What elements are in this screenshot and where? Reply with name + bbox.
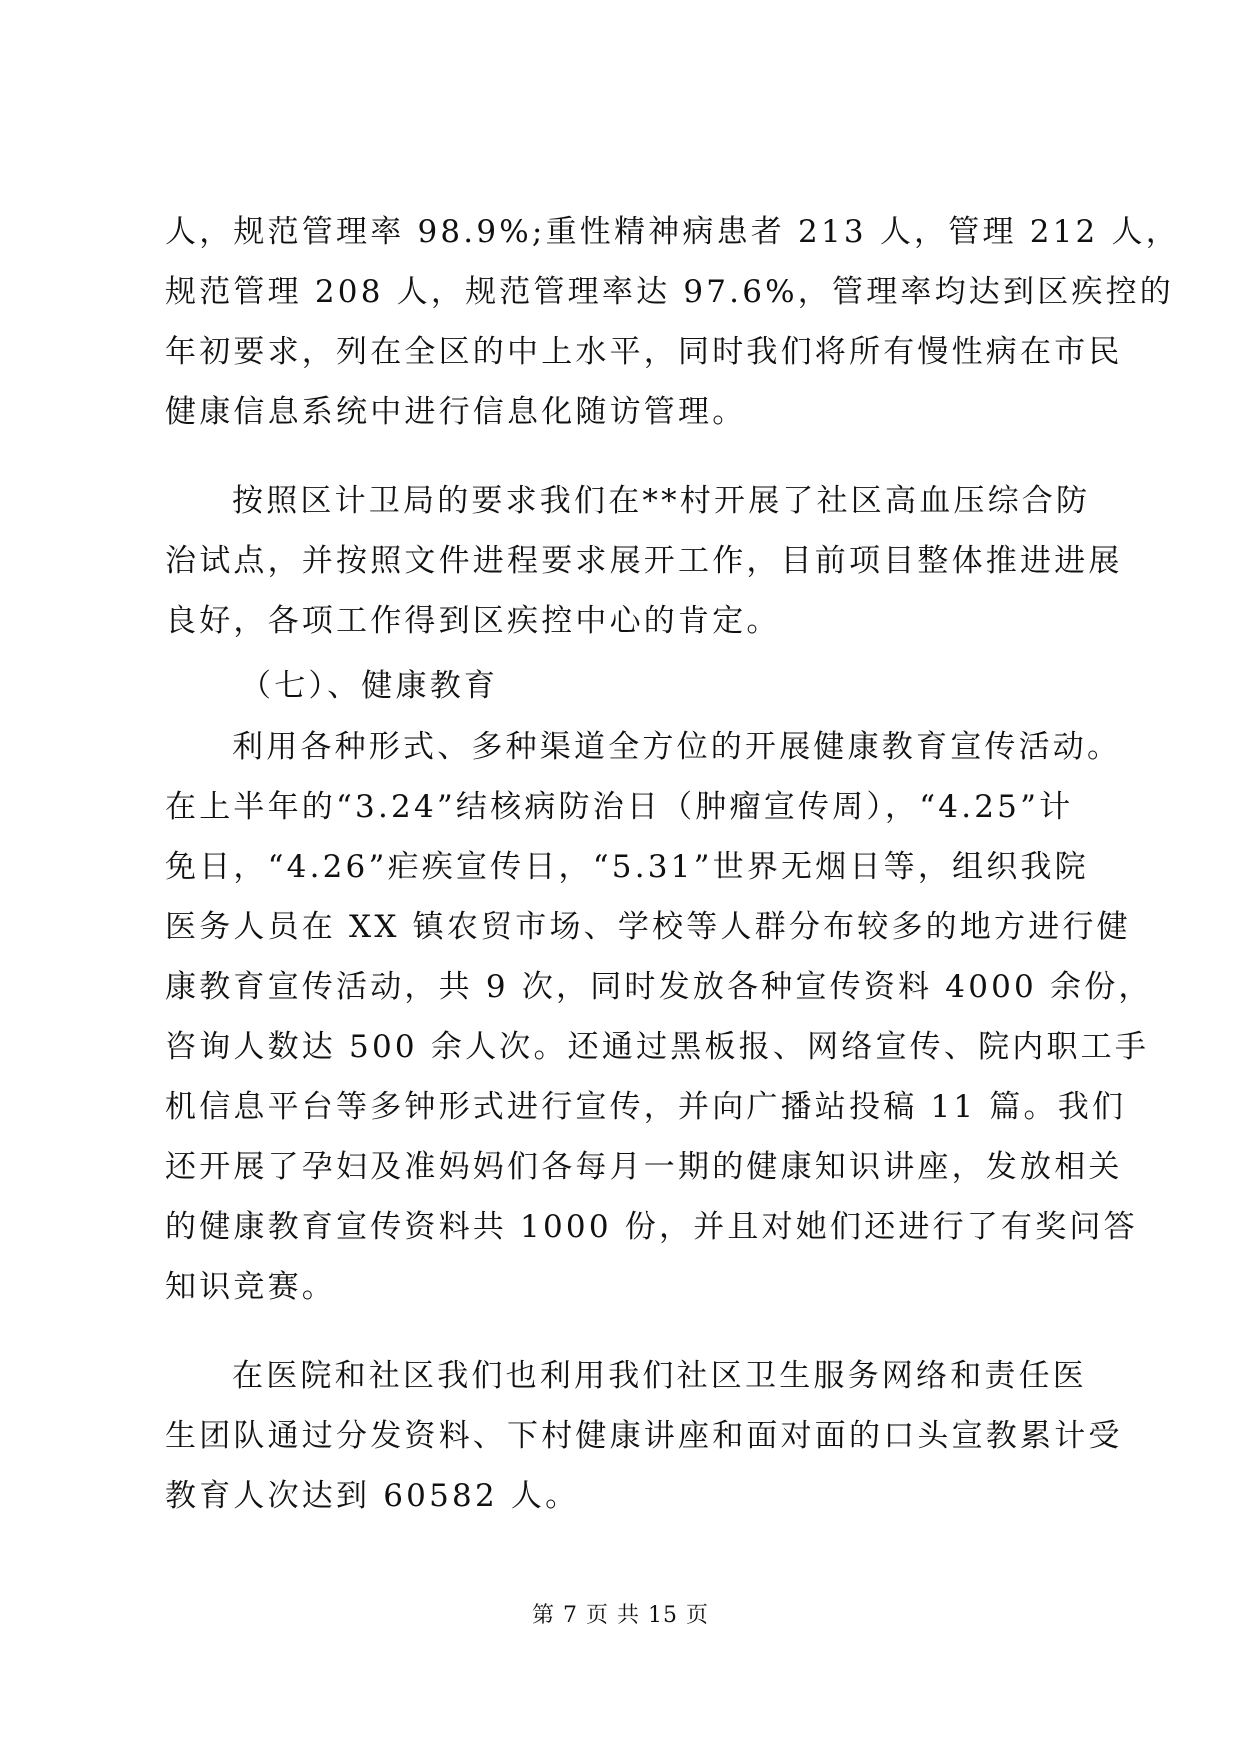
text-line: 人，规范管理率 98.9%;重性精神病患者 213 人，管理 212 人， [165, 214, 1180, 250]
text-line: 的健康教育宣传资料共 1000 份，并且对她们还进行了有奖问答 [165, 1209, 1138, 1245]
text-line: 利用各种形式、多种渠道全方位的开展健康教育宣传活动。 [232, 729, 1122, 765]
text-line: 按照区计卫局的要求我们在**村开展了社区高血压综合防 [232, 483, 1091, 519]
text-line: 治试点，并按照文件进程要求展开工作，目前项目整体推进进展 [165, 543, 1123, 579]
text-line: 还开展了孕妇及准妈妈们各每月一期的健康知识讲座，发放相关 [165, 1149, 1123, 1185]
text-line: 生团队通过分发资料、下村健康讲座和面对面的口头宣教累计受 [165, 1418, 1123, 1454]
text-line: 免日，“4.26”疟疾宣传日，“5.31”世界无烟日等，组织我院 [165, 849, 1089, 885]
text-line: 健康信息系统中进行信息化随访管理。 [165, 394, 747, 430]
text-line: 年初要求，列在全区的中上水平，同时我们将所有慢性病在市民 [165, 334, 1123, 370]
section-heading: （七）、健康教育 [240, 668, 499, 704]
text-line: 咨询人数达 500 余人次。还通过黑板报、网络宣传、院内职工手 [165, 1029, 1150, 1065]
text-line: 机信息平台等多钟形式进行宣传，并向广播站投稿 11 篇。我们 [165, 1089, 1127, 1125]
text-line: 在医院和社区我们也利用我们社区卫生服务网络和责任医 [232, 1358, 1087, 1394]
text-line: 规范管理 208 人，规范管理率达 97.6%，管理率均达到区疾控的 [165, 274, 1175, 310]
text-line: 教育人次达到 60582 人。 [165, 1478, 580, 1514]
text-line: 康教育宣传活动，共 9 次，同时发放各种宣传资料 4000 余份， [165, 969, 1153, 1005]
page-footer: 第 7 页 共 15 页 [532, 1603, 709, 1628]
text-line: 在上半年的“3.24”结核病防治日（肿瘤宣传周），“4.25”计 [165, 789, 1074, 825]
text-line: 良好，各项工作得到区疾控中心的肯定。 [165, 603, 781, 639]
text-line: 医务人员在 XX 镇农贸市场、学校等人群分布较多的地方进行健 [165, 909, 1131, 945]
text-line: 知识竞赛。 [165, 1269, 336, 1305]
